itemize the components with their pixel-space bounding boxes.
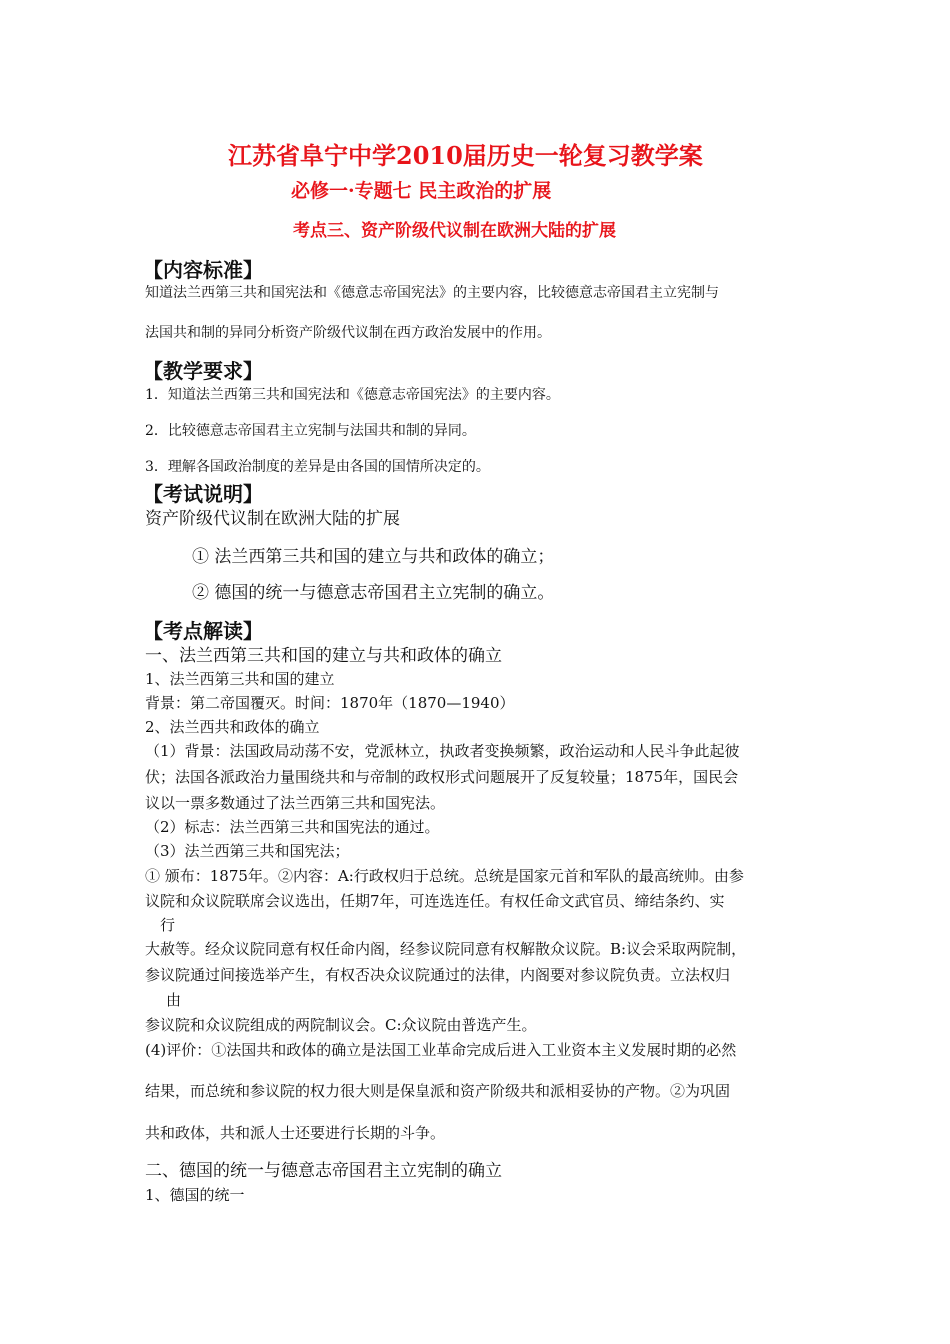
paragraph-line: 行 [160, 916, 176, 934]
paragraph-line: (4)评价：①法国共和政体的确立是法国工业革命完成后进入工业资本主义发展时期的必然 [145, 1041, 737, 1059]
content-standard-line: 知道法兰西第三共和国宪法和《德意志帝国宪法》的主要内容，比较德意志帝国君主立宪制与 [145, 285, 719, 301]
content-standard-line: 法国共和制的异同分析资产阶级代议制在西方政治发展中的作用。 [145, 325, 551, 341]
paragraph-line: ① 颁布：1875年。②内容：A:行政权归于总统。总统是国家元首和军队的最高统帅。由参 [145, 867, 744, 885]
paragraph-line: 伏；法国各派政治力量围绕共和与帝制的政权形式问题展开了反复较量；1875年，国民会 [145, 768, 739, 786]
content-standard-heading: 【内容标准】 [143, 258, 263, 282]
analysis-heading: 【考点解读】 [143, 619, 263, 643]
exam-notes-intro: 资产阶级代议制在欧洲大陆的扩展 [145, 509, 400, 529]
paragraph-line: （1）背景：法国政局动荡不安，党派林立，执政者变换频繁，政治运动和人民斗争此起彼 [145, 742, 740, 760]
paragraph-line: 背景：第二帝国覆灭。时间：1870年（1870—1940） [145, 694, 515, 712]
requirement-item: 2．比较德意志帝国君主立宪制与法国共和制的异同。 [145, 423, 476, 439]
module-subtitle: 必修一·专题七 民主政治的扩展 [291, 180, 552, 202]
paragraph-line: 大赦等。经众议院同意有权任命内阁，经参议院同意有权解散众议院。B:议会采取两院制， [145, 940, 747, 958]
paragraph-line: （3）法兰西第三共和国宪法； [145, 842, 350, 860]
document-title: 江苏省阜宁中学2010届历史一轮复习教学案 [228, 141, 703, 170]
exam-note-item: ① 法兰西第三共和国的建立与共和政体的确立； [192, 547, 555, 567]
subsection-heading: 2、法兰西共和政体的确立 [145, 718, 320, 736]
paragraph-line: 议院和众议院联席会议选出，任期7年，可连选连任。有权任命文武官员、缔结条约、实 [145, 892, 725, 910]
exam-notes-heading: 【考试说明】 [143, 482, 263, 506]
exam-note-item: ② 德国的统一与德意志帝国君主立宪制的确立。 [192, 583, 555, 603]
subsection-heading: 1、法兰西第三共和国的建立 [145, 670, 335, 688]
paragraph-line: 议以一票多数通过了法兰西第三共和国宪法。 [145, 794, 446, 812]
paragraph-line: （2）标志：法兰西第三共和国宪法的通过。 [145, 818, 440, 836]
requirement-item: 3．理解各国政治制度的差异是由各国的国情所决定的。 [145, 459, 490, 475]
section-heading: 一、法兰西第三共和国的建立与共和政体的确立 [145, 646, 502, 666]
section-heading: 二、德国的统一与德意志帝国君主立宪制的确立 [145, 1161, 502, 1181]
paragraph-line: 由 [166, 991, 182, 1009]
requirement-item: 1．知道法兰西第三共和国宪法和《德意志帝国宪法》的主要内容。 [145, 387, 560, 403]
paragraph-line: 参议院通过间接选举产生，有权否决众议院通过的法律，内阁要对参议院负责。立法权归 [145, 966, 731, 984]
topic-subtitle: 考点三、资产阶级代议制在欧洲大陆的扩展 [293, 221, 616, 241]
paragraph-line: 参议院和众议院组成的两院制议会。C:众议院由普选产生。 [145, 1016, 537, 1034]
teaching-requirements-heading: 【教学要求】 [143, 359, 263, 383]
subsection-heading: 1、德国的统一 [145, 1186, 245, 1204]
paragraph-line: 结果，而总统和参议院的权力很大则是保皇派和资产阶级共和派相妥协的产物。②为巩固 [145, 1082, 731, 1100]
paragraph-line: 共和政体，共和派人士还要进行长期的斗争。 [145, 1124, 446, 1142]
